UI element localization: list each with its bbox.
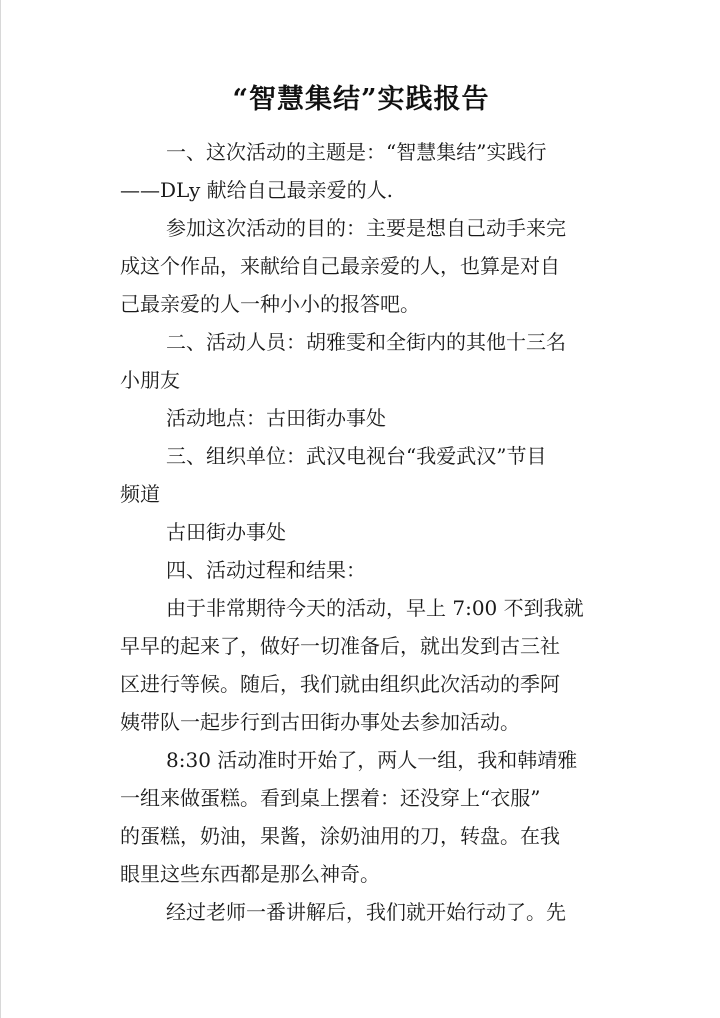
text-line: 眼里这些东西都是那么神奇。 — [120, 862, 380, 886]
text-line: 8:30 活动准时开始了，两人一组，我和韩靖雅 — [166, 748, 578, 772]
text-line: 经过老师一番讲解后，我们就开始行动了。先 — [166, 900, 566, 924]
text-line: 成这个作品，来献给自己最亲爱的人，也算是对自 — [120, 254, 560, 278]
text-line: 古田街办事处 — [166, 520, 286, 544]
text-line: 一、这次活动的主题是：“智慧集结”实践行 — [166, 140, 547, 164]
text-line: 早早的起来了，做好一切准备后，就出发到古三社 — [120, 634, 560, 658]
text-line: 区进行等候。随后，我们就由组织此次活动的季阿 — [120, 672, 560, 696]
text-line: 四、活动过程和结果： — [166, 558, 366, 582]
text-line: 频道 — [120, 482, 160, 506]
text-line: 姨带队一起步行到古田街办事处去参加活动。 — [120, 710, 520, 734]
text-line: 三、组织单位：武汉电视台“我爱武汉”节目 — [166, 444, 547, 468]
text-line: ——DLy 献给自己最亲爱的人. — [120, 178, 393, 202]
text-line: 二、活动人员：胡雅雯和全街内的其他十三名 — [166, 330, 566, 354]
page-title: “智慧集结”实践报告 — [232, 84, 490, 115]
text-line: 的蛋糕，奶油，果酱，涂奶油用的刀，转盘。在我 — [120, 824, 560, 848]
text-line: 一组来做蛋糕。看到桌上摆着：还没穿上“衣服” — [120, 786, 541, 810]
text-line: 己最亲爱的人一种小小的报答吧。 — [120, 292, 420, 316]
text-line: 小朋友 — [120, 368, 180, 392]
text-line: 活动地点：古田街办事处 — [166, 406, 386, 430]
text-line: 由于非常期待今天的活动，早上 7:00 不到我就 — [166, 596, 584, 620]
document-body — [120, 133, 602, 931]
text-line: 参加这次活动的目的：主要是想自己动手来完 — [166, 216, 566, 240]
